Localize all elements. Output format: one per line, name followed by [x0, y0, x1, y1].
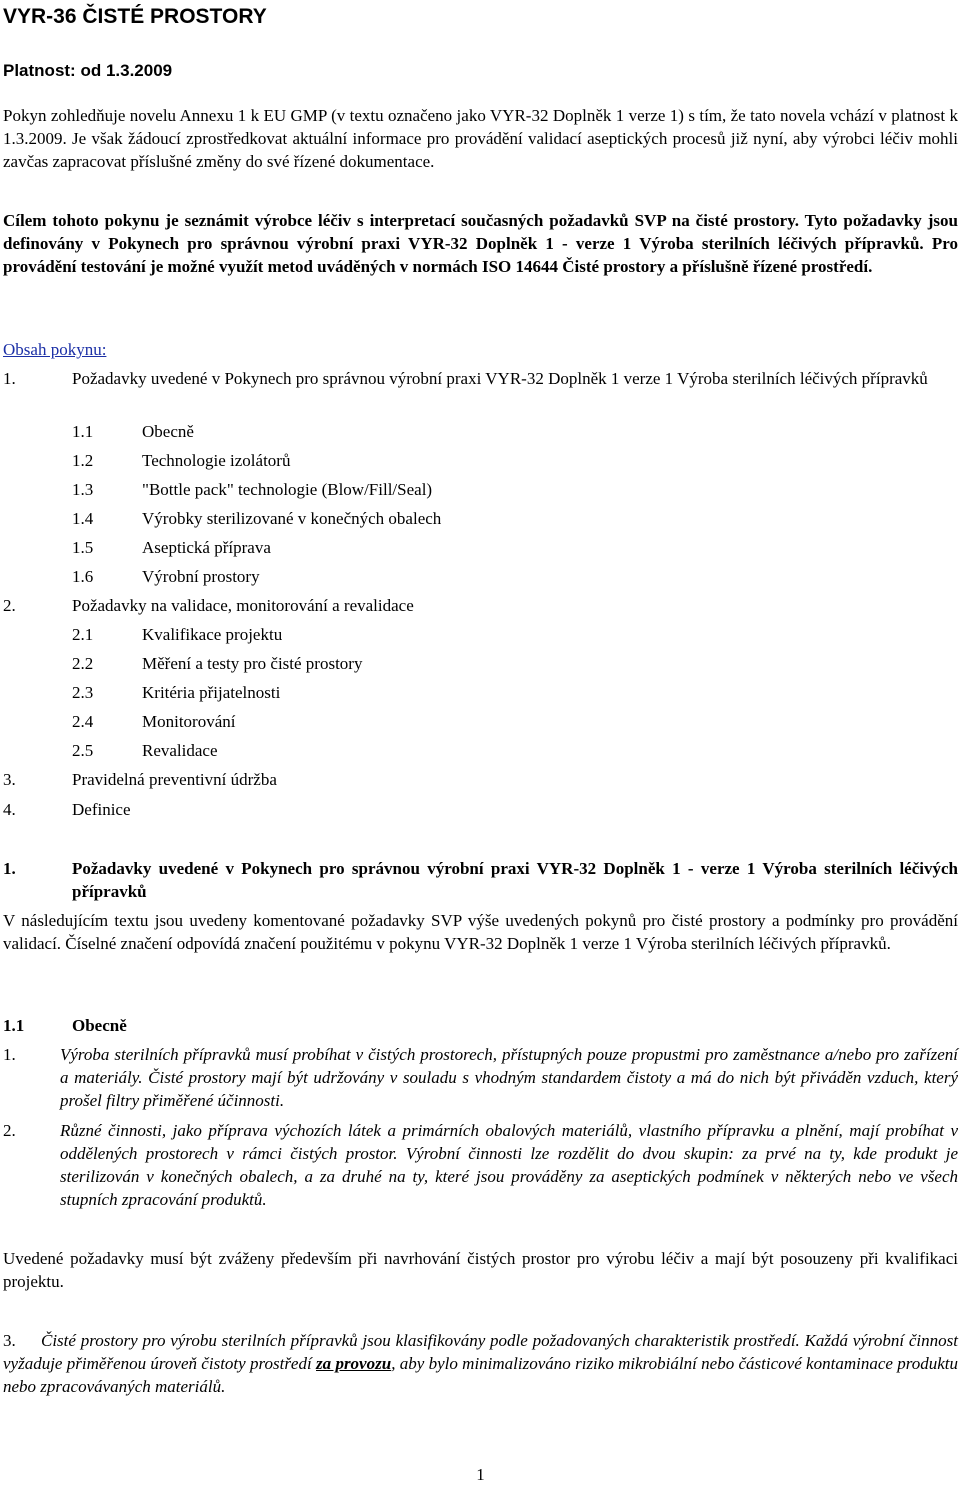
section-1-heading: [3, 857, 958, 903]
requirement-text-part: Čisté prostory pro výrobu sterilních přípravků jsou klasifikovány podle požadovaných charakteristik prostředí. Každá výrobní činnost vyžaduje přiměřenou úroveň čistoty prostředí: [3, 1331, 958, 1373]
toc-item-1-6[interactable]: [72, 565, 260, 588]
purpose-paragraph: Cílem tohoto pokynu je seznámit výrobce léčiv s interpretací současných požadavků SVP na čisté prostory. Tyto požadavky jsou definovány v Pokynech pro správnou výrobní praxi VYR-32 Doplněk 1 - verze 1 Výroba sterilních léčivých přípravků. Pro provádění testování je možné využít metod uváděných v normách ISO 14644 Čisté prostory a příslušně řízené prostředí.: [3, 211, 958, 276]
toc-item-label: Monitorování: [142, 712, 236, 731]
requirement-number: 3.: [3, 1331, 16, 1350]
toc-item-number: 1.3: [72, 480, 94, 499]
toc-item-label: Požadavky na validace, monitorování a revalidace: [72, 596, 414, 615]
toc-item-number: 2.: [3, 596, 16, 615]
requirement-number: 2.: [3, 1121, 16, 1140]
section-number: 1.: [3, 859, 16, 878]
toc-item-number: 2.5: [72, 741, 94, 760]
toc-item-label: Aseptická příprava: [142, 538, 271, 557]
toc-item-label: Kritéria přijatelnosti: [142, 683, 281, 702]
toc-item-label: Měření a testy pro čisté prostory: [142, 654, 363, 673]
toc-item-label: "Bottle pack" technologie (Blow/Fill/Seal): [142, 480, 433, 499]
toc-item-number: 1.6: [72, 567, 94, 586]
toc-item-number: 2.1: [72, 625, 94, 644]
comment-paragraph: Uvedené požadavky musí být zváženy především při navrhování čistých prostor pro výrobu léčiv a mají být posouzeny při kvalifikaci projektu.: [3, 1249, 958, 1291]
toc-item-1-4[interactable]: [72, 507, 441, 530]
requirement-1: [3, 1043, 958, 1112]
requirement-number: 1.: [3, 1045, 16, 1064]
section-number: 1.1: [3, 1016, 25, 1035]
toc-item-number: 2.2: [72, 654, 94, 673]
toc-item-number: 2.3: [72, 683, 94, 702]
requirement-3: [3, 1329, 958, 1398]
intro-paragraph: Pokyn zohledňuje novelu Annexu 1 k EU GMP (v textu označeno jako VYR-32 Doplněk 1 verze 1) s tím, že tato novela vchází v platnost k 1.3.2009. Je však žádoucí zprostředkovat aktuální informace pro provádění validací aseptických procesů již nyní, aby výrobci léčiv mohli zavčas zapracovat příslušné změny do své řízené dokumentace.: [3, 106, 958, 171]
toc-item-label: Definice: [72, 800, 131, 819]
requirement-2: [3, 1119, 958, 1211]
requirement-text: Výroba sterilních přípravků musí probíhat v čistých prostorech, přístupných pouze propustmi pro zaměstnance a/nebo pro zařízení a materiály. Čisté prostory mají být udržovány v souladu s vhodným standardem čistoty a má do nich být přiváděn vzduch, který prošel filtry přiměřené účinnosti.: [60, 1045, 958, 1110]
toc-item-number: 2.4: [72, 712, 94, 731]
toc-item-3[interactable]: [3, 768, 277, 791]
section-title: Obecně: [72, 1016, 127, 1035]
toc-item-number: 4.: [3, 800, 16, 819]
toc-item-number: 1.: [3, 369, 16, 388]
page-number: 1: [476, 1465, 485, 1484]
toc-item-label: Pravidelná preventivní údržba: [72, 770, 277, 789]
section-1-body: V následujícím textu jsou uvedeny komentované požadavky SVP výše uvedených pokynů pro čisté prostory a podmínky pro provádění validací. Číselné značení odpovídá značení použitému v pokynu VYR-32 Doplněk 1 verze 1 Výroba sterilních léčivých přípravků.: [3, 911, 958, 953]
document-title: VYR-36 ČISTÉ PROSTORY: [3, 5, 267, 28]
requirement-text: Různé činnosti, jako příprava výchozích látek a primárních obalových materiálů, vlastního přípravku a plnění, mají probíhat v oddělených prostorech v rámci čistých prostor. Výrobní činnosti lze rozdělit do dvou skupin: za prvé na ty, kde produkt je sterilizován v konečných obalech, a za druhé na ty, které jsou prováděny za aseptických podmínek v některých nebo ve všech stupních zpracování produktů.: [60, 1121, 958, 1209]
requirement-text-part: , aby bylo minimalizováno riziko mikrobiální nebo částicové kontaminace produktu nebo zpracovávaných materiálů.: [3, 1354, 958, 1396]
toc-item-label: Obecně: [142, 422, 194, 441]
toc-item-1-5[interactable]: [72, 536, 271, 559]
toc-item-label: Revalidace: [142, 741, 218, 760]
toc-item-number: 1.5: [72, 538, 94, 557]
toc-item-2-2[interactable]: [72, 652, 362, 675]
toc-heading[interactable]: Obsah pokynu:: [3, 340, 107, 359]
toc-item-number: 3.: [3, 770, 16, 789]
section-title: Požadavky uvedené v Pokynech pro správnou výrobní praxi VYR-32 Doplněk 1 - verze 1 Výroba sterilních léčivých přípravků: [72, 859, 958, 901]
toc-item-2-5[interactable]: [72, 739, 218, 762]
requirement-text: [3, 1329, 958, 1398]
toc-item-number: 1.4: [72, 509, 94, 528]
toc-item-label: Kvalifikace projektu: [142, 625, 283, 644]
toc-item-label: Požadavky uvedené v Pokynech pro správnou výrobní praxi VYR-32 Doplněk 1 verze 1 Výroba sterilních léčivých přípravků: [72, 369, 928, 388]
toc-item-1-1[interactable]: [72, 420, 194, 443]
emphasis-during-operation: za provozu: [316, 1354, 392, 1373]
toc-item-1-3[interactable]: [72, 478, 432, 501]
section-1-1-heading: [3, 1014, 958, 1037]
toc-item-2-3[interactable]: [72, 681, 280, 704]
toc-item-number: 1.2: [72, 451, 94, 470]
toc-item-number: 1.1: [72, 422, 94, 441]
toc-item-4[interactable]: [3, 798, 131, 821]
toc-item-label: Výrobky sterilizované v konečných obalech: [142, 509, 442, 528]
toc-item-2-4[interactable]: [72, 710, 236, 733]
toc-item-label: Výrobní prostory: [142, 567, 260, 586]
toc-item-1[interactable]: [3, 367, 958, 390]
toc-item-2[interactable]: [3, 594, 414, 617]
validity-date: Platnost: od 1.3.2009: [3, 61, 173, 80]
toc-item-1-2[interactable]: [72, 449, 290, 472]
toc-item-2-1[interactable]: [72, 623, 282, 646]
toc-item-label: Technologie izolátorů: [142, 451, 291, 470]
